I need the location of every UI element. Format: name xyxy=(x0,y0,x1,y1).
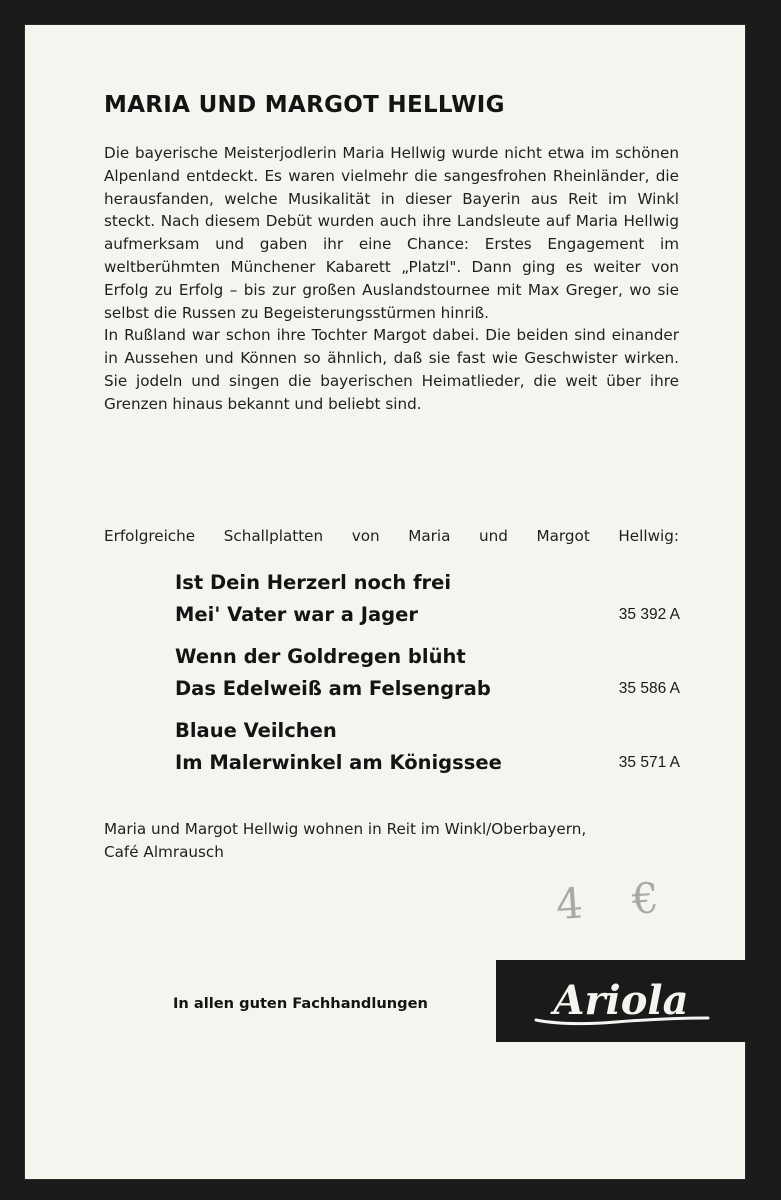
record-item xyxy=(175,716,680,790)
record-title-1: Blaue Veilchen xyxy=(175,719,337,742)
record-list xyxy=(175,568,680,790)
biography-text xyxy=(104,142,679,416)
ariola-logo-icon xyxy=(496,960,746,1042)
records-intro: Erfolgreiche Schallplatten von Maria und Margot Hellwig: xyxy=(104,527,679,545)
record-title-2: Mei' Vater war a Jager xyxy=(175,603,418,626)
record-item xyxy=(175,642,680,716)
record-title-2: Im Malerwinkel am Königssee xyxy=(175,751,502,774)
biography-paragraph-2: In Rußland war schon ihre Tochter Margot dabei. Die beiden sind einander in Aussehen und Können so ähnlich, daß sie fast wie Geschwister wirken. Sie jodeln und singen die bayerischen Heimatlieder, die weit über ihre Grenzen hinaus bekannt und beliebt sind. xyxy=(104,326,679,413)
dealers-text: In allen guten Fachhandlungen xyxy=(173,995,428,1012)
postcard-back xyxy=(24,24,746,1180)
record-number: 35 586 A xyxy=(618,680,680,697)
record-number: 35 392 A xyxy=(618,606,680,623)
record-title-1: Wenn der Goldregen blüht xyxy=(175,645,466,668)
ariola-logo xyxy=(496,960,746,1042)
address-block xyxy=(104,818,679,864)
address-line-2: Café Almrausch xyxy=(104,842,224,861)
page-title: MARIA UND MARGOT HELLWIG xyxy=(104,92,505,118)
record-title-2: Das Edelweiß am Felsengrab xyxy=(175,677,491,700)
handwritten-price-note: 4 € xyxy=(554,871,679,930)
record-title-1: Ist Dein Herzerl noch frei xyxy=(175,571,452,594)
record-number: 35 571 A xyxy=(618,754,680,771)
logo-wordmark: Ariola xyxy=(553,977,689,1024)
biography-paragraph-1: Die bayerische Meisterjodlerin Maria Hellwig wurde nicht etwa im schönen Alpenland entdeckt. Es waren vielmehr die sangesfrohen Rheinländer, die herausfanden, welche Musikalität in dieser Bayerin aus Reit im Winkl steckt. Nach diesem Debüt wurden auch ihre Landsleute auf Maria Hellwig aufmerksam und gaben ihr eine Chance: Erstes Engagement im weltberühmten Münchener Kabarett „Platzl". Dann ging es weiter von Erfolg zu Erfolg – bis zur großen Auslandstournee mit Max Greger, wo sie selbst die Russen zu Begeisterungsstürmen hinriß. xyxy=(104,144,679,322)
record-item xyxy=(175,568,680,642)
address-line-1: Maria und Margot Hellwig wohnen in Reit im Winkl/Oberbayern, xyxy=(104,820,587,838)
